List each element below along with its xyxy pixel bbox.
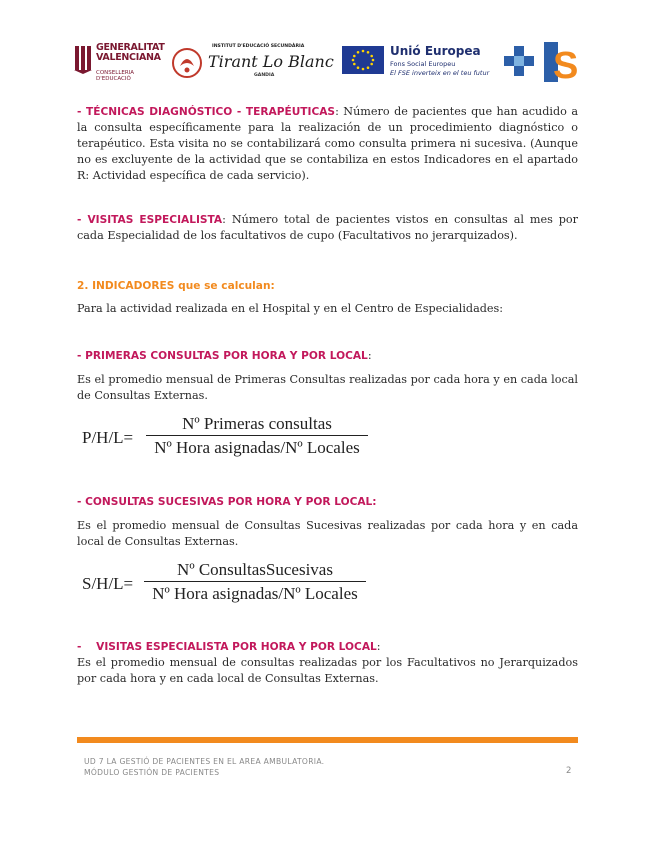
eu-logo [342, 40, 502, 86]
formula-sucesivas [82, 560, 372, 606]
tirant-name-text: Tirant Lo Blanc [208, 52, 334, 71]
sucesivas-text: Es el promedio mensual de Consultas Sucesivas realizadas por cada hora y en cada local de Consultas Externas. [77, 519, 578, 548]
section-sucesivas [77, 494, 578, 510]
health-logo [502, 40, 594, 86]
indicadores-title: 2. INDICADORES que se calculan: [77, 280, 275, 292]
formula1-numerator: Nº Primeras consultas [182, 414, 332, 433]
formula2-bar [144, 581, 366, 582]
primeras-description [77, 372, 578, 404]
formula2-label: S/H/L= [82, 574, 134, 593]
primeras-text: Es el promedio mensual de Primeras Consultas realizadas por cada hora y en cada local de Consultas Externas. [77, 373, 578, 402]
footer-line2: MÓDULO GESTIÓN DE PACIENTES [84, 768, 220, 777]
sucesivas-description [77, 518, 578, 550]
health-cross-icon [502, 40, 594, 86]
section-visitas-hora: - VISITAS ESPECIALISTA POR HORA Y POR LOCAL: [77, 640, 381, 653]
visitas-hora-description [77, 655, 578, 687]
formula1-denominator: Nº Hora asignadas/Nº Locales [154, 438, 360, 457]
visitas-hora-heading: - VISITAS ESPECIALISTA POR HORA Y POR LOCAL [77, 641, 377, 653]
tecnicas-heading: - TÉCNICAS DIAGNÓSTICO - TERAPÉUTICAS [77, 106, 336, 118]
section-tecnicas [77, 104, 578, 184]
eu-sub2-text: El FSE inverteix en el teu futur [390, 69, 490, 77]
indicadores-intro [77, 301, 578, 317]
ds-mark-icon [544, 42, 578, 86]
svg-text:S: S [553, 45, 579, 86]
conselleria-text: CONSELLERIA D'EDUCACIÓ [96, 70, 135, 82]
visitas-hora-text: Es el promedio mensual de consultas realizadas por los Facultativos no Jerarquizados por cada hora y en cada local de Consultas Externas. [77, 656, 578, 685]
visitas-text: : Número total de pacientes vistos en consultas al mes por cada Especialidad de los facultativos de cupo (Facultativos no jerarquizados). [77, 213, 578, 242]
primeras-heading: - PRIMERAS CONSULTAS POR HORA Y POR LOCAL [77, 350, 368, 362]
generalitat-emblem-icon [74, 44, 94, 74]
eu-flag-icon [342, 46, 384, 74]
section-visitas [77, 212, 578, 244]
indicadores-title-block [77, 278, 578, 294]
eu-title-text: Unió Europea [390, 44, 481, 58]
section-primeras: - PRIMERAS CONSULTAS POR HORA Y POR LOCAL: [77, 349, 372, 362]
footer-line1: UD 7 LA GESTIÓ DE PACIENTES EN EL AREA AMBULATORIA. [84, 757, 325, 766]
sucesivas-heading: - CONSULTAS SUCESIVAS POR HORA Y POR LOCAL: [77, 496, 377, 508]
eu-sub1-text: Fons Social Europeu [390, 60, 456, 68]
formula1-label: P/H/L= [82, 428, 134, 447]
header-logos [74, 40, 594, 86]
footer-rule [77, 737, 578, 743]
tirant-city-text: GANDIA [254, 73, 275, 78]
generalitat-logo [74, 40, 166, 86]
tirant-emblem-icon [170, 46, 204, 80]
tecnicas-text: : Número de pacientes que han acudido a la consulta específicamente para la realización de un procedimiento diagnóstico o terapéutico. Esta visita no se contabilizará como consulta primera ni sucesiva. (Aunque no es excluyente de la actividad que se contabiliza en estos Indicadores en el apartado R: Actividad específica de cada servicio). [77, 105, 578, 182]
formula-primeras [82, 414, 372, 460]
tirant-lo-blanc-logo [170, 40, 334, 86]
tirant-top-text: INSTITUT D'EDUCACIÓ SECUNDÀRIA [212, 44, 305, 49]
visitas-heading: - VISITAS ESPECIALISTA [77, 214, 223, 226]
generalitat-text: GENERALITAT VALENCIANA [96, 42, 165, 63]
formula2-denominator: Nº Hora asignadas/Nº Locales [152, 584, 358, 603]
indicadores-text: Para la actividad realizada en el Hospital y en el Centro de Especialidades: [77, 302, 504, 315]
page-number: 2 [566, 766, 572, 776]
formula1-bar [146, 435, 368, 436]
formula2-numerator: Nº ConsultasSucesivas [177, 560, 333, 579]
